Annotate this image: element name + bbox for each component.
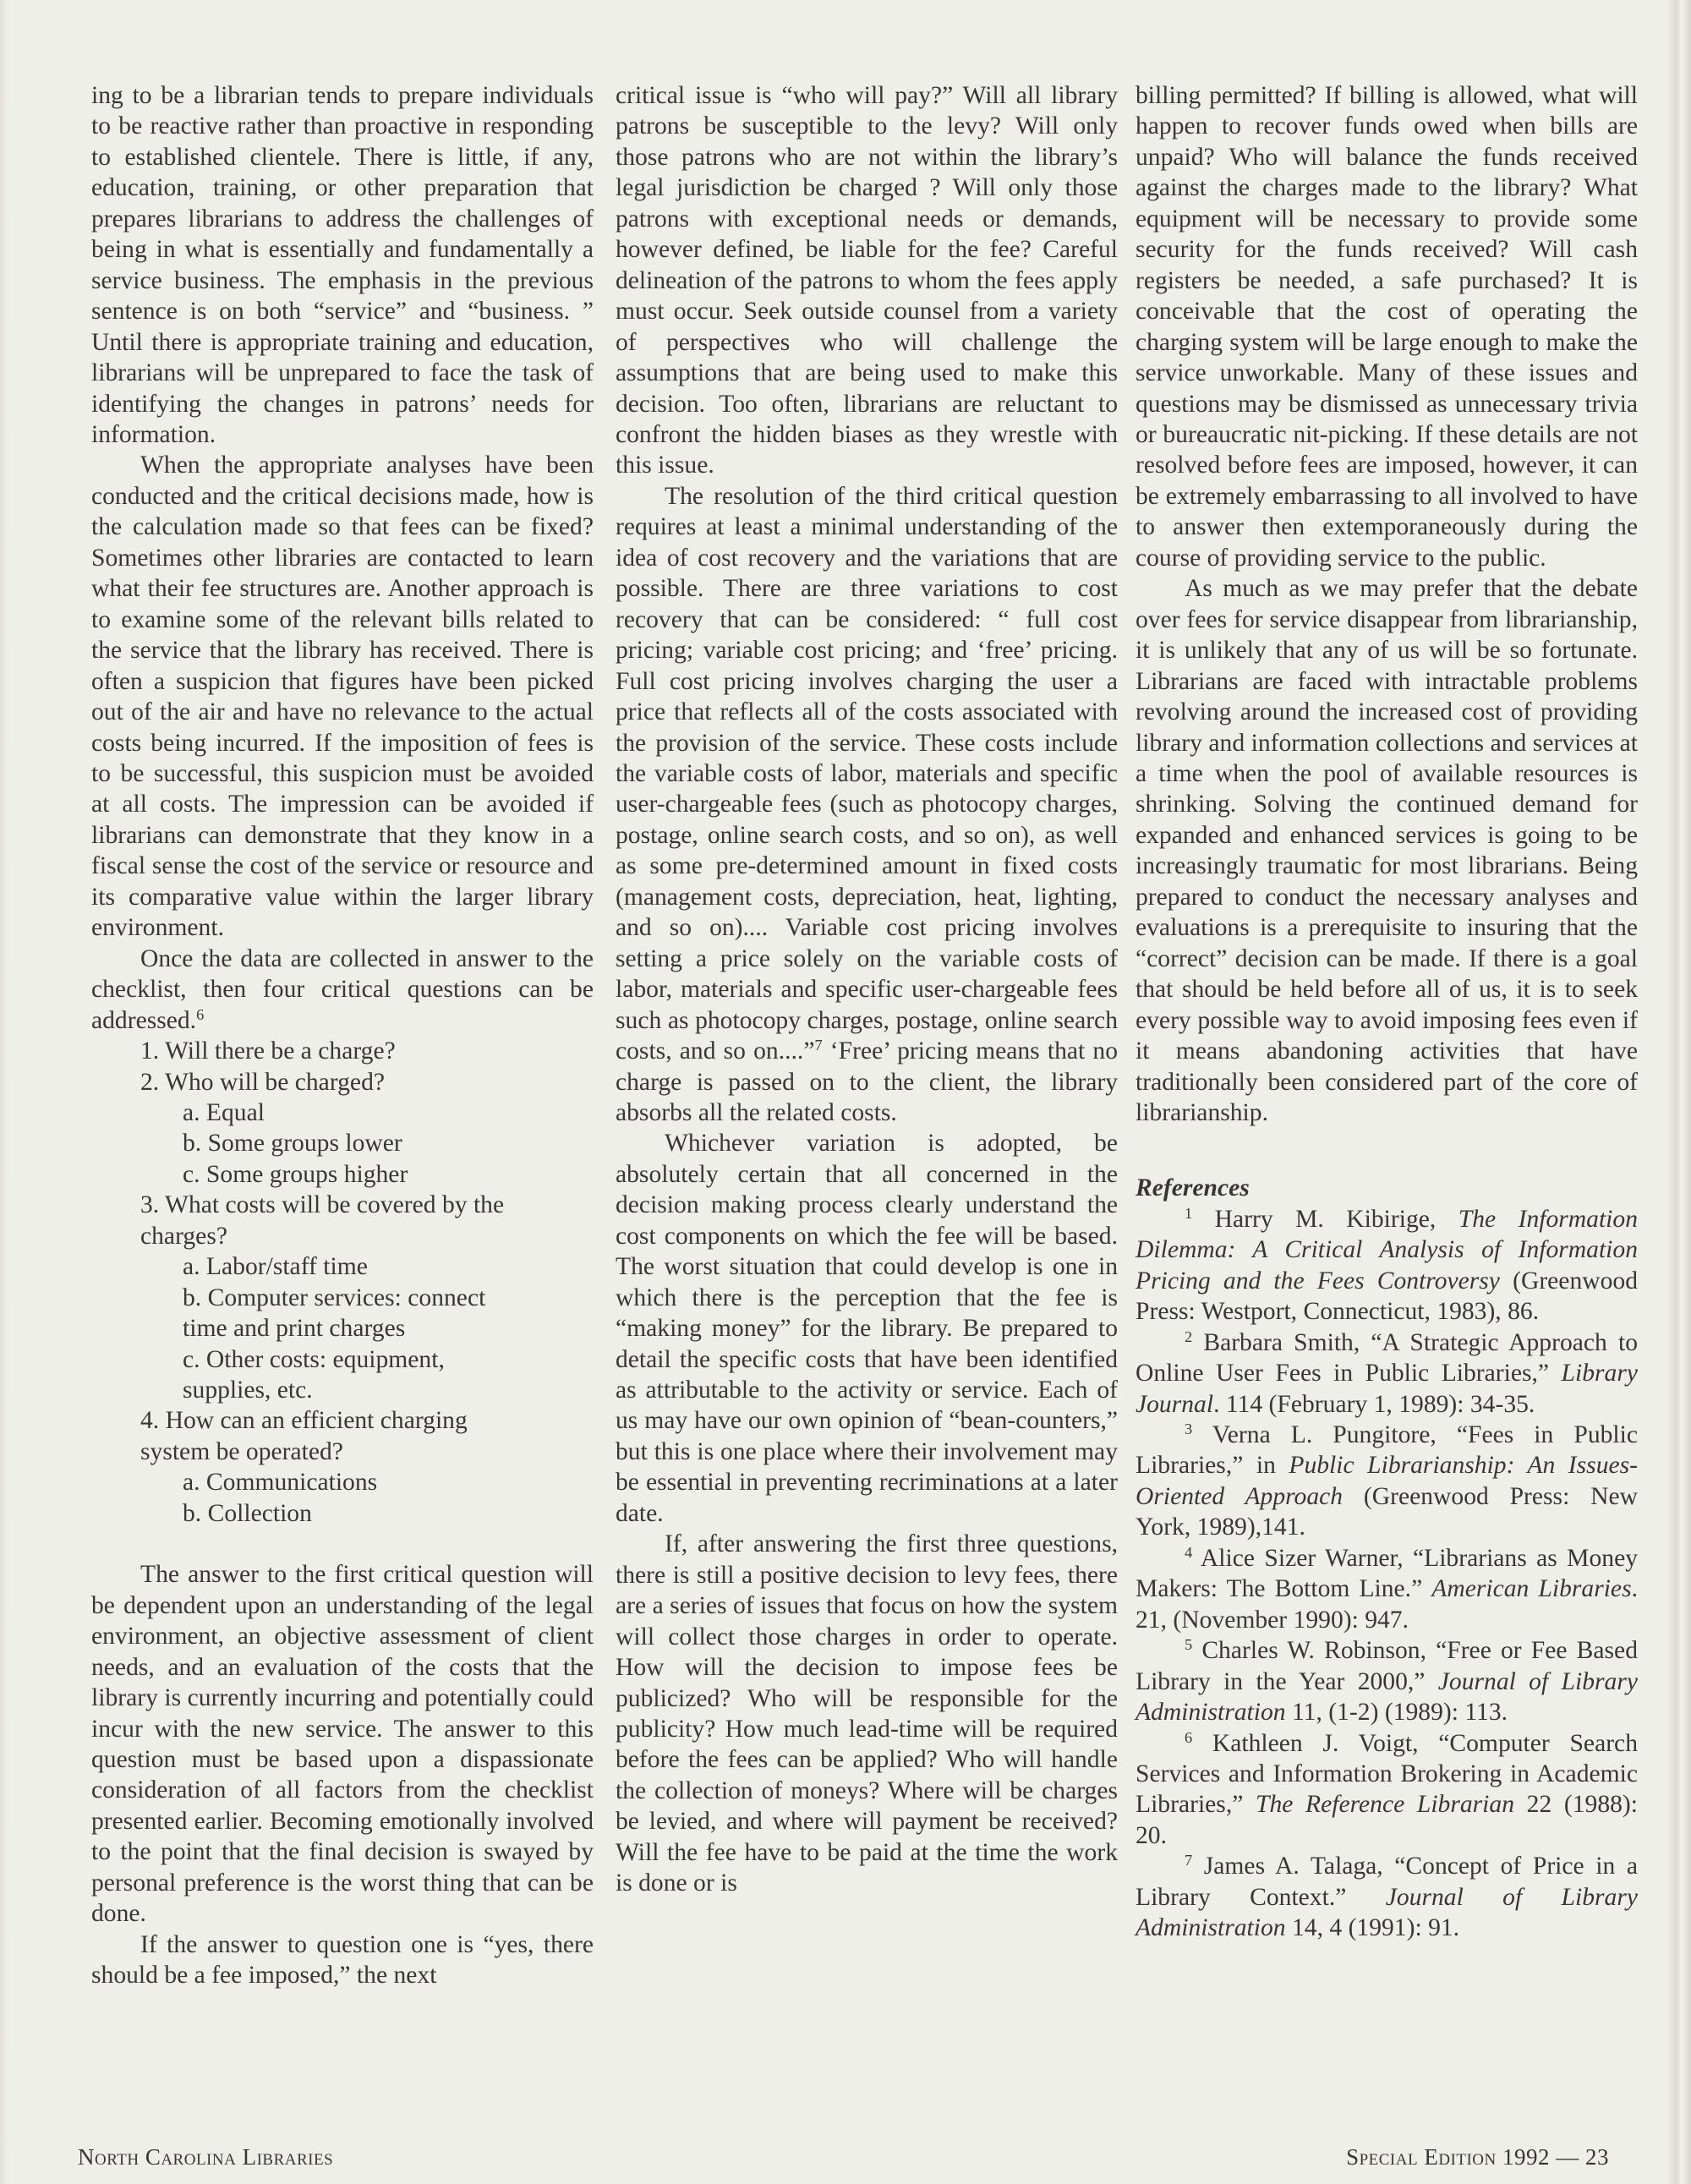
running-footer-page-number: Special Edition 1992 — 23 (1346, 2144, 1609, 2170)
sub-item: c. Some groups higher (183, 1160, 408, 1188)
article-column-2 (616, 80, 1118, 1899)
reference-item (1136, 1728, 1638, 1852)
reference-title: Library Journal (1136, 1360, 1638, 1418)
article-column-1 (91, 80, 594, 1991)
reference-number: 7 (1185, 1852, 1193, 1869)
reference-details: 22 (1988): 20. (1136, 1791, 1638, 1849)
reference-author: Charles W. Robinson, “Free or Fee Based Library in the Year 2000,” (1136, 1637, 1638, 1695)
sub-item: c. Other costs: equipment, supplies, etc. (183, 1345, 445, 1404)
reference-title: Public Librarianship: An Issues-Oriented Approach (1136, 1452, 1638, 1510)
question-item (91, 1067, 594, 1097)
reference-details: . 114 (February 1, 1989): 34-35. (1213, 1390, 1535, 1418)
reference-details: . 21, (November 1990): 947. (1136, 1575, 1638, 1634)
reference-title: Journal of Library Administration (1136, 1883, 1638, 1942)
reference-item (1136, 1204, 1638, 1327)
reference-title: Journal of Library Administration (1136, 1667, 1638, 1727)
paragraph: ing to be a librarian tends to prepare individuals to be reactive rather than proactive in responding to established clientele. There is little, if any, education, training, or other preparation that prepares librarians to address the challenges of being in what is essentially and fundamentally a service business. The emphasis in the previous sentence is on both “service” and “business. ” Until there is appropriate training and education, librarians will be unprepared to face the task of identifying the changes in patrons’ needs for information. (91, 82, 594, 448)
sub-item: b. Collection (183, 1499, 312, 1527)
running-footer-journal: North Carolina Libraries (78, 2144, 334, 2170)
reference-details: (Greenwood Press: Westport, Connecticut, 1983), 86. (1136, 1267, 1639, 1326)
reference-number: 6 (1185, 1728, 1193, 1746)
paragraph: If, after answering the first three questions, there is still a positive decision to levy fees, there are a series of issues that focus on how the system will collect those charges in order to operate. How will the decision to impose fees be publicized? Who will be responsible for the publicity? How much lead-time will be required before the fees can be applied? Who will handle the collection of moneys? Where will be charges be levied, and where will payment be received? Will the fee have to be paid at the time the work is done or is (616, 1530, 1118, 1897)
question-text: 2. Who will be charged? (140, 1068, 386, 1096)
question-text: 1. Will there be a charge? (140, 1037, 396, 1065)
reference-author: Kathleen J. Voigt, “Computer Search Services and Information Brokering in Academic Libraries,” (1136, 1729, 1638, 1819)
page-edge-right (1667, 0, 1691, 2184)
question-text: 3. What costs will be covered by the charges? (140, 1191, 505, 1250)
reference-item (1136, 1543, 1638, 1635)
critical-questions-list (91, 1036, 594, 1529)
reference-number: 3 (1185, 1420, 1193, 1437)
question-item (91, 1405, 594, 1467)
paragraph: When the appropriate analyses have been conducted and the critical decisions made, how is the calculation made so that fees can be fixed? Sometimes other libraries are contacted to learn what their fee structures are. Another approach is to examine some of the relevant bills related to the service that the library has received. There is often a suspicion that figures have been picked out of the air and have no relevance to the actual costs being incurred. If the imposition of fees is to be successful, this suspicion must be avoided at all costs. The impression can be avoided if librarians can demonstrate that they know in a fiscal sense the cost of the service or resource and its comparative value within the larger library environment. (91, 452, 594, 942)
reference-number: 4 (1185, 1543, 1193, 1561)
references-heading: References (1136, 1174, 1250, 1202)
reference-item (1136, 1635, 1638, 1727)
paragraph: If the answer to question one is “yes, there should be a fee imposed,” the next (91, 1930, 594, 1990)
reference-details: (Greenwood Press: New York, 1989),141. (1136, 1482, 1638, 1541)
question-text: 4. How can an efficient charging system be operated? (140, 1407, 468, 1465)
page-edge-left (0, 0, 8, 2184)
reference-author: Verna L. Pungitore, “Fees in Public Libraries,” in (1136, 1421, 1638, 1480)
question-item (91, 1190, 594, 1251)
reference-author: Barbara Smith, “A Strategic Approach to Online User Fees in Public Libraries,” (1136, 1328, 1638, 1388)
paragraph: As much as we may prefer that the debate over fees for service disappear from librarianship, it is unlikely that any of us will be so fortunate. Librarians are faced with intractable problems revolving around the increased cost of providing library and information collections and services at a time when the pool of available resources is shrinking. Solving the continued demand for expanded and enhanced services is going to be increasingly traumatic for most librarians. Being prepared to conduct the necessary analyses and evaluations is a prerequisite to insuring that the “correct” decision can be made. If there is a goal that should be held before all of us, it is to seek every possible way to avoid imposing fees even if it means abandoning activities that have traditionally been considered part of the core of librarianship. (1136, 575, 1638, 1126)
reference-author: James A. Talaga, “Concept of Price in a Library Context.” (1136, 1853, 1638, 1911)
sub-item: b. Computer services: connect time and print charges (183, 1284, 486, 1343)
paragraph: billing permitted? If billing is allowed, what will happen to recover funds owed when bills are unpaid? Who will balance the funds received against the charges made to the library? What equipment will be necessary to provide some security for the funds received? Will cash registers be needed, a safe purchased? It is conceivable that the cost of operating the charging system will be large enough to make the service unworkable. Many of these issues and questions may be dismissed as unnecessary trivia or bureaucratic nit-picking. If these details are not resolved before fees are imposed, however, it can be extremely embarrassing to all involved to have to answer then extemporaneously during the course of providing service to the public. (1136, 82, 1638, 572)
reference-details: 11, (1-2) (1989): 113. (1285, 1699, 1508, 1727)
paragraph-text: ‘Free’ pricing means that no charge is passed on to the client, the library absorbs all the related costs. (616, 1037, 1118, 1126)
paragraph-text: The resolution of the third critical question requires at least a minimal understanding of the idea of cost recovery and the variations that are possible. There are three variations to cost recovery that can be considered: “ full cost pricing; variable cost pricing; and ‘free’ pricing. Full cost pricing involves charging the user a price that reflects all of the costs associated with the provision of the service. These costs include the variable costs of labor, materials and specific user-chargeable fees (such as photocopy charges, postage, online search costs, and so on), as well as some pre-determined amount in fixed costs (management costs, depreciation, heat, lighting, and so on).... Variable cost pricing involves setting a price solely on the variable costs of labor, materials and specific user-chargeable fees such as photocopy charges, postage, online search costs, and so on....” (616, 482, 1118, 1065)
sub-item: a. Equal (183, 1098, 265, 1126)
reference-author: Alice Sizer Warner, “Librarians as Money Makers: The Bottom Line.” (1136, 1544, 1638, 1603)
footnote-marker[interactable]: 7 (814, 1036, 823, 1054)
reference-item (1136, 1851, 1638, 1943)
paragraph (616, 481, 1118, 1129)
paragraph-text: Once the data are collected in answer to the checklist, then four critical questions can be addressed. (91, 944, 594, 1034)
paragraph (91, 944, 594, 1036)
sub-item: a. Labor/staff time (183, 1253, 368, 1281)
reference-number: 5 (1185, 1636, 1193, 1654)
reference-item (1136, 1420, 1638, 1543)
reference-title: American Libraries (1431, 1575, 1632, 1603)
reference-item (1136, 1327, 1638, 1420)
paragraph: The answer to the first critical question will be dependent upon an understanding of the legal environment, an objective assessment of client needs, and an evaluation of the costs that the library is currently incurring and potentially could incur with the new service. The answer to this question must be based upon a dispassionate consideration of all factors from the checklist presented earlier. Becoming emotionally involved to the point that the final decision is swayed by personal preference is the worst thing that can be done. (91, 1561, 594, 1928)
reference-author: Harry M. Kibirige, (1192, 1205, 1458, 1233)
sub-item: b. Some groups lower (183, 1130, 402, 1158)
paragraph: Whichever variation is adopted, be absolutely certain that all concerned in the decision making process clearly understand the cost components on which the fee will be based. The worst situation that could develop is one in which there is the perception that the fee is “making money” for the library. Be prepared to detail the specific costs that have been identified as attributable to the activity or service. Each of us may have our own opinion of “bean-counters,” but this is one place where their involvement may be essential in preventing recriminations at a later date. (616, 1130, 1118, 1527)
reference-title: The Reference Librarian (1256, 1791, 1514, 1819)
reference-number: 1 (1185, 1204, 1193, 1222)
question-item (91, 1036, 594, 1066)
references-list (1136, 1204, 1638, 1944)
article-column-3 (1136, 80, 1638, 1944)
sub-item: a. Communications (183, 1469, 378, 1497)
paragraph: critical issue is “who will pay?” Will all library patrons be susceptible to the levy? Will only those patrons who are not within the library’s legal jurisdiction be charged ? Will only those patrons with exceptional needs or demands, however defined, be liable for the fee? Careful delineation of the patrons to whom the fees apply must occur. Seek outside counsel from a variety of perspectives who will challenge the assumptions that are being used to make this decision. Too often, librarians are reluctant to confront the hidden biases as they wrestle with this issue. (616, 82, 1118, 479)
reference-number: 2 (1185, 1327, 1193, 1345)
reference-title: The Information Dilemma: A Critical Analysis of Information Pricing and the Fees Controversy (1136, 1205, 1638, 1295)
footnote-marker[interactable]: 6 (196, 1005, 205, 1023)
reference-details: 14, 4 (1991): 91. (1285, 1914, 1460, 1942)
